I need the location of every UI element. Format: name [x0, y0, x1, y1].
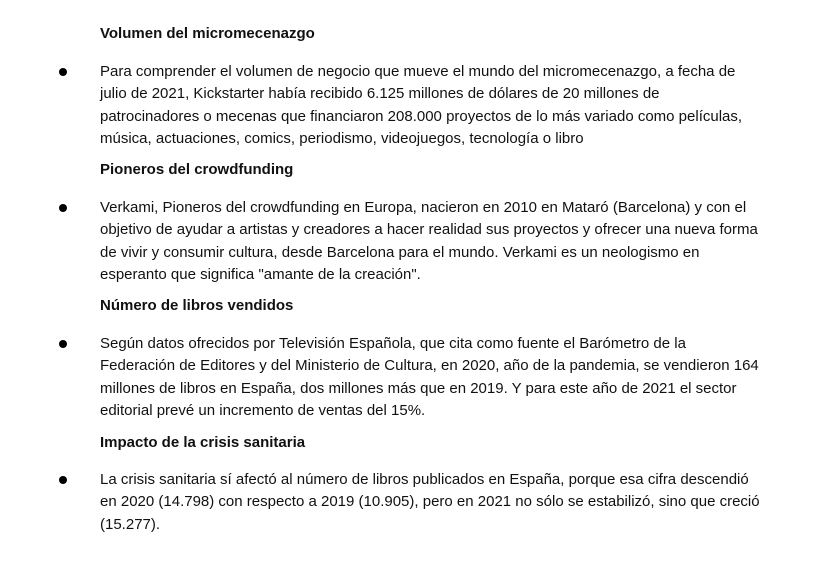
section-paragraph-pioneros: [100, 197, 760, 287]
paragraph-line: Federación de Editores y del Ministerio de Cultura, en 2020, año de la pandemia, se vendieron 164: [100, 357, 759, 375]
bullet-point: [59, 68, 67, 76]
section-heading-volumen: Volumen del micromecenazgo: [100, 25, 315, 42]
section-paragraph-volumen: [100, 61, 760, 151]
paragraph-line: Según datos ofrecidos por Televisión Española, que cita como fuente el Barómetro de la: [100, 335, 686, 352]
paragraph-line: editorial prevé un incremento de ventas del 15%.: [100, 402, 426, 420]
paragraph-line: patrocinadores o mecenas que financiaron 208.000 proyectos de lo más variado como películas,: [100, 107, 743, 125]
section-heading-pioneros: Pioneros del crowdfunding: [100, 161, 294, 178]
bullet-point: [59, 204, 67, 212]
bullet-point: [59, 476, 67, 484]
bullet-point: [59, 340, 67, 348]
paragraph-line: julio de 2021, Kickstarter había recibido 6.125 millones de dólares de 20 millones de: [100, 85, 660, 103]
section-heading-crisis-sanitaria: Impacto de la crisis sanitaria: [100, 434, 306, 451]
paragraph-line: objetivo de ayudar a artistas y creadores a hacer realidad sus proyectos y ofrecer una nueva forma: [100, 221, 758, 239]
paragraph-line: en 2020 (14.798) con respecto a 2019 (10.905), pero en 2021 no sólo se estabilizó, sino que creció: [100, 493, 760, 511]
section-heading-libros-vendidos: Número de libros vendidos: [100, 297, 294, 314]
paragraph-line: Verkami, Pioneros del crowdfunding en Europa, nacieron en 2010 en Mataró (Barcelona) y con el: [100, 199, 747, 216]
paragraph-line: esperanto que significa "amante de la creación".: [100, 266, 421, 284]
paragraph-line: de vivir y consumir cultura, desde Barcelona para el mundo. Verkami es un neologismo en: [100, 243, 700, 261]
section-paragraph-crisis-sanitaria: [100, 469, 760, 536]
section-paragraph-libros-vendidos: [100, 333, 760, 423]
paragraph-line: música, actuaciones, comics, periodismo, videojuegos, tecnología o libro: [100, 130, 584, 148]
paragraph-line: Para comprender el volumen de negocio que mueve el mundo del micromecenazgo, a fecha de: [100, 63, 736, 80]
paragraph-line: La crisis sanitaria sí afectó al número de libros publicados en España, porque esa cifra descendió: [100, 471, 749, 488]
paragraph-line: (15.277).: [100, 515, 161, 533]
paragraph-line: millones de libros en España, dos millones más que en 2019. Y para este año de 2021 el sector: [100, 379, 737, 397]
